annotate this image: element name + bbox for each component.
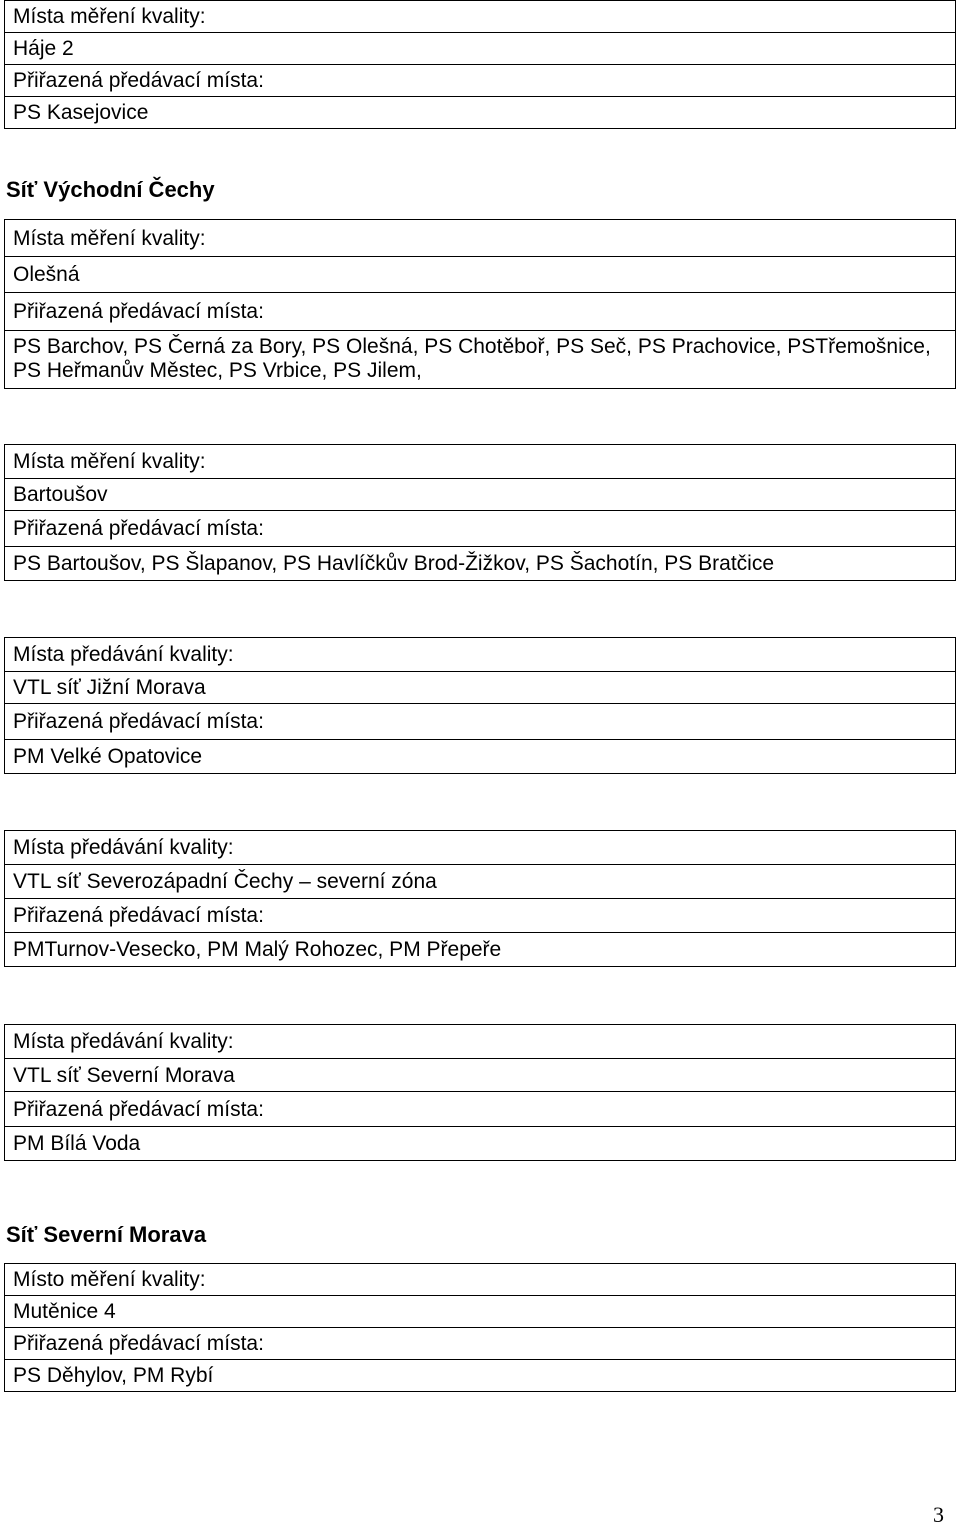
value-cell: PS Kasejovice bbox=[5, 97, 956, 129]
value-cell: Olešná bbox=[5, 257, 956, 293]
label-cell: Místa předávání kvality: bbox=[5, 831, 956, 865]
quality-table-mutenice bbox=[4, 1263, 956, 1392]
value-cell: PS Děhylov, PM Rybí bbox=[5, 1360, 956, 1392]
value-cell: Bartoušov bbox=[5, 479, 956, 511]
label-cell: Přiřazená předávací místa: bbox=[5, 511, 956, 547]
label-cell: Místa měření kvality: bbox=[5, 445, 956, 479]
section-heading: Síť Východní Čechy bbox=[6, 177, 215, 202]
label-cell: Místa měření kvality: bbox=[5, 220, 956, 257]
label-cell: Místa předávání kvality: bbox=[5, 1025, 956, 1059]
page-number: 3 bbox=[933, 1502, 944, 1527]
value-cell: PM Bílá Voda bbox=[5, 1127, 956, 1161]
section-heading: Síť Severní Morava bbox=[6, 1222, 207, 1247]
label-cell: Místa měření kvality: bbox=[5, 1, 956, 33]
label-cell: Přiřazená předávací místa: bbox=[5, 293, 956, 331]
value-cell: PS Barchov, PS Černá za Bory, PS Olešná, PS Chotěboř, PS Seč, PS Prachovice, PSTřemošnice, PS Heřmanův Městec, PS Vrbice, PS Jilem, bbox=[5, 331, 956, 389]
quality-table-severni-morava bbox=[4, 1024, 956, 1161]
quality-table-haje bbox=[4, 0, 956, 129]
value-cell: VTL síť Severní Morava bbox=[5, 1059, 956, 1092]
quality-table-bartousov bbox=[4, 444, 956, 581]
quality-table-olesna bbox=[4, 219, 956, 389]
value-cell: Háje 2 bbox=[5, 33, 956, 65]
quality-table-jizni-morava bbox=[4, 637, 956, 774]
label-cell: Přiřazená předávací místa: bbox=[5, 1092, 956, 1127]
label-cell: Přiřazená předávací místa: bbox=[5, 704, 956, 740]
value-cell: PMTurnov-Vesecko, PM Malý Rohozec, PM Přepeře bbox=[5, 933, 956, 967]
value-cell: Mutěnice 4 bbox=[5, 1296, 956, 1328]
label-cell: Přiřazená předávací místa: bbox=[5, 1328, 956, 1360]
label-cell: Místa předávání kvality: bbox=[5, 638, 956, 672]
value-cell: PM Velké Opatovice bbox=[5, 740, 956, 774]
value-cell: PS Bartoušov, PS Šlapanov, PS Havlíčkův Brod-Žižkov, PS Šachotín, PS Bratčice bbox=[5, 547, 956, 581]
value-cell: VTL síť Severozápadní Čechy – severní zóna bbox=[5, 865, 956, 899]
value-cell: VTL síť Jižní Morava bbox=[5, 672, 956, 704]
label-cell: Přiřazená předávací místa: bbox=[5, 899, 956, 933]
label-cell: Místo měření kvality: bbox=[5, 1264, 956, 1296]
label-cell: Přiřazená předávací místa: bbox=[5, 65, 956, 97]
quality-table-severozapadni-cechy bbox=[4, 830, 956, 967]
